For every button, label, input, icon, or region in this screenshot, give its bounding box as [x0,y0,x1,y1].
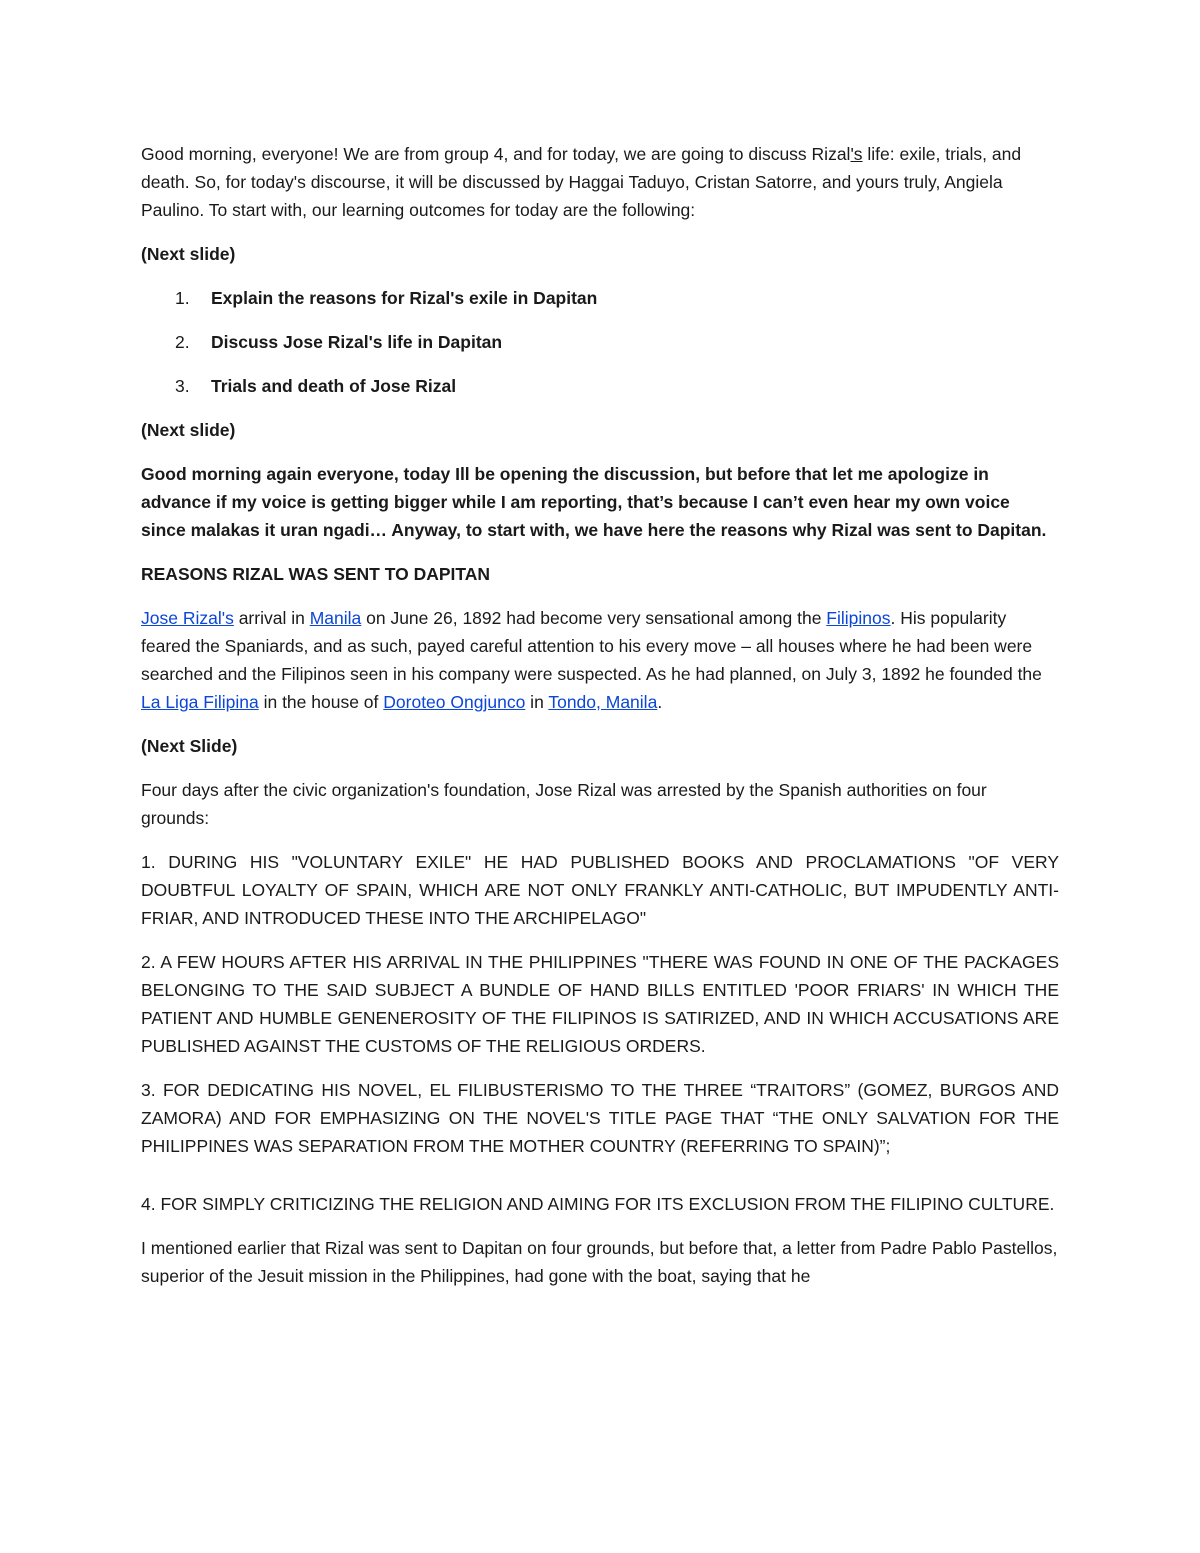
list-item: 3. Trials and death of Jose Rizal [175,376,457,396]
ground-1: 1. DURING HIS "VOLUNTARY EXILE" HE HAD PUBLISHED BOOKS AND PROCLAMATIONS "OF VERY DOUBTFUL LOYALTY OF SPAIN, WHICH ARE NOT ONLY FRANKLY ANTI-CATHOLIC, BUT IMPUDENTLY ANTI-FRIAR, AND INTRODUCED THESE INTO THE ARCHIPELAGO" [141,852,1059,928]
link-tondo-manila[interactable]: Tondo, Manila [548,692,658,712]
ground-3: 3. FOR DEDICATING HIS NOVEL, EL FILIBUSTERISMO TO THE THREE “TRAITORS” (GOMEZ, BURGOS AND ZAMORA) AND FOR EMPHASIZING ON THE NOVEL'S TITLE PAGE THAT “THE ONLY SALVATION FOR THE PHILIPPINES WAS SEPARATION FROM THE MOTHER COUNTRY (REFERRING TO SPAIN)”; [141,1080,1059,1156]
next-slide-label: (Next slide) [141,244,236,264]
list-item: 1. Explain the reasons for Rizal's exile in Dapitan [175,288,598,308]
link-la-liga-filipina[interactable]: La Liga Filipina [141,692,259,712]
arrival-paragraph: Jose Rizal's arrival in Manila on June 26, 1892 had become very sensational among the Filipinos. His popularity feared the Spaniards, and as such, payed careful attention to his every move – all houses where he had been were searched and the Filipinos seen in his company were suspected. As he had planned, on July 3, 1892 he founded the La Liga Filipina in the house of Doroteo Ongjunco in Tondo, Manila. [141,608,1042,712]
list-item: 2. Discuss Jose Rizal's life in Dapitan [175,332,503,352]
link-filipinos[interactable]: Filipinos [826,608,891,628]
section-heading: REASONS RIZAL WAS SENT TO DAPITAN [141,564,491,584]
link-manila[interactable]: Manila [309,608,362,628]
next-slide-label: (Next Slide) [141,736,238,756]
opening-paragraph: Good morning again everyone, today Ill be opening the discussion, but before that let me apologize in advance if my voice is getting bigger while I am reporting, that’s because I can’t even hear my own voice since malakas it uran ngadi… Anyway, to start with, we have here the reasons why Rizal was sent to Dapitan. [141,464,1047,540]
ground-4: 4. FOR SIMPLY CRITICIZING THE RELIGION AND AIMING FOR ITS EXCLUSION FROM THE FILIPINO CULTURE. [141,1194,1055,1214]
intro-paragraph: Good morning, everyone! We are from group 4, and for today, we are going to discuss Rizal's life: exile, trials, and death. So, for today's discourse, it will be discussed by Haggai Taduyo, Cristan Satorre, and yours truly, Angiela Paulino. To start with, our learning outcomes for today are the following: [141,144,1022,220]
underlined-possessive: 's [850,144,863,164]
link-doroteo-ongjunco[interactable]: Doroteo Ongjunco [383,692,526,712]
letter-paragraph: I mentioned earlier that Rizal was sent to Dapitan on four grounds, but before that, a letter from Padre Pablo Pastellos, superior of the Jesuit mission in the Philippines, had gone with the boat, saying that he [141,1238,1058,1286]
spacer [141,1176,1059,1190]
next-slide-label: (Next slide) [141,420,236,440]
link-jose-rizal[interactable]: Jose Rizal's [141,608,234,628]
arrest-paragraph: Four days after the civic organization's foundation, Jose Rizal was arrested by the Spanish authorities on four grounds: [141,780,987,828]
learning-outcomes-list [141,284,1059,400]
ground-2: 2. A FEW HOURS AFTER HIS ARRIVAL IN THE PHILIPPINES "THERE WAS FOUND IN ONE OF THE PACKAGES BELONGING TO THE SAID SUBJECT A BUNDLE OF HAND BILLS ENTITLED 'POOR FRIARS' IN WHICH THE PATIENT AND HUMBLE GENENEROSITY OF THE FILIPINOS IS SATIRIZED, AND IN WHICH ACCUSATIONS ARE PUBLISHED AGAINST THE CUSTOMS OF THE RELIGIOUS ORDERS. [141,952,1059,1056]
